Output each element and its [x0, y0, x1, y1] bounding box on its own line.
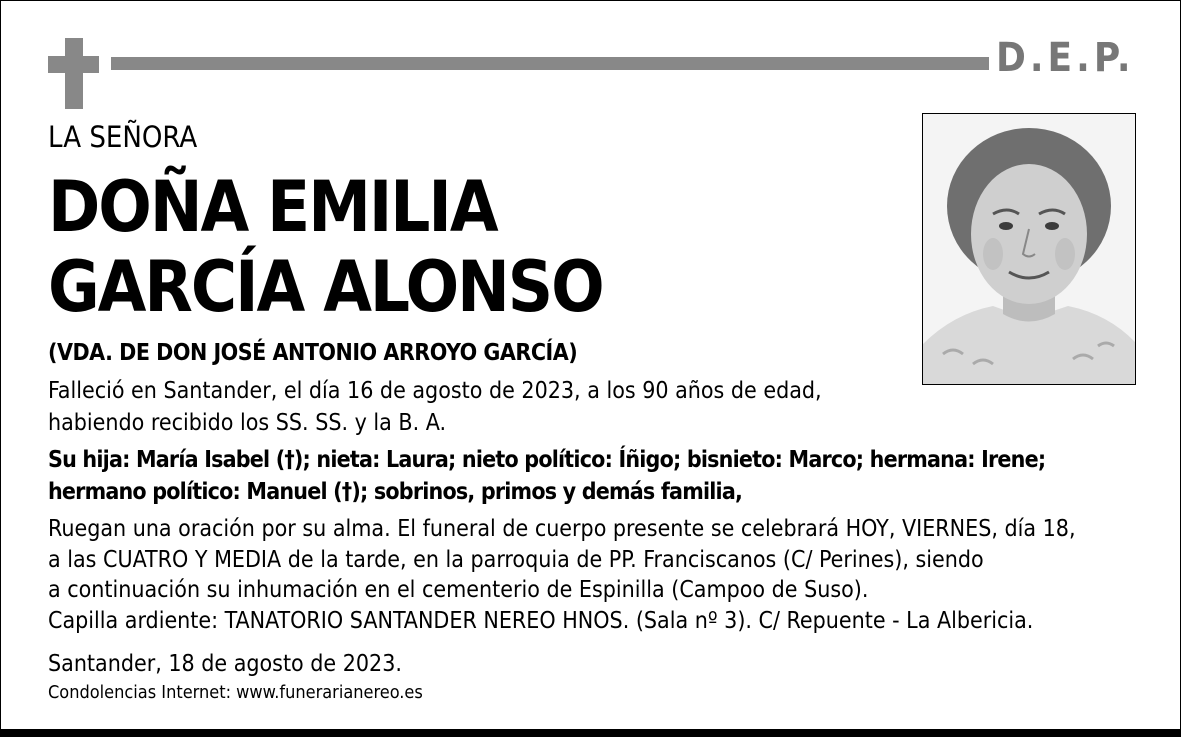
cross-icon	[65, 38, 83, 109]
bottom-rule	[1, 729, 1180, 736]
funeral-service-info	[48, 514, 1076, 636]
cross-icon-bar	[48, 56, 99, 73]
service-line: Capilla ardiente: TANATORIO SANTANDER NEREO HNOS. (Sala nº 3). C/ Repuente - La Albericia.	[48, 607, 1034, 634]
honorific: LA SEÑORA	[48, 120, 198, 154]
dep-label: D.E.P.	[996, 35, 1135, 81]
death-notice	[48, 375, 822, 439]
widow-of: (VDA. DE DON JOSÉ ANTONIO ARROYO GARCÍA)	[48, 340, 578, 366]
service-line: Ruegan una oración por su alma. El funeral de cuerpo presente se celebrará HOY, VIERNES, día 18,	[48, 516, 1076, 542]
family-line: hermano político: Manuel (†); sobrinos, primos y demás familia,	[48, 479, 743, 505]
signoff: Santander, 18 de agosto de 2023.	[48, 651, 402, 677]
family-list	[48, 444, 1045, 508]
portrait-photo	[922, 113, 1136, 385]
portrait-image	[923, 114, 1135, 384]
deceased-name-line2: GARCÍA ALONSO	[48, 246, 603, 328]
deceased-name-line1: DOÑA EMILIA	[48, 166, 497, 248]
service-line: a continuación su inhumación en el cementerio de Espinilla (Campoo de Suso).	[48, 577, 869, 603]
family-line: Su hija: María Isabel (†); nieta: Laura; nieto político: Íñigo; bisnieto: Marco; hermana: Irene;	[48, 447, 1046, 473]
death-notice-line: Falleció en Santander, el día 16 de agosto de 2023, a los 90 años de edad,	[48, 378, 822, 404]
condolences-link: Condolencias Internet: www.funerarianereo.es	[48, 682, 423, 703]
death-notice-line: habiendo recibido los SS. SS. y la B. A.	[48, 410, 447, 436]
service-line: a las CUATRO Y MEDIA de la tarde, en la parroquia de PP. Franciscanos (C/ Perines), siendo	[48, 546, 984, 573]
header-rule	[111, 57, 989, 70]
